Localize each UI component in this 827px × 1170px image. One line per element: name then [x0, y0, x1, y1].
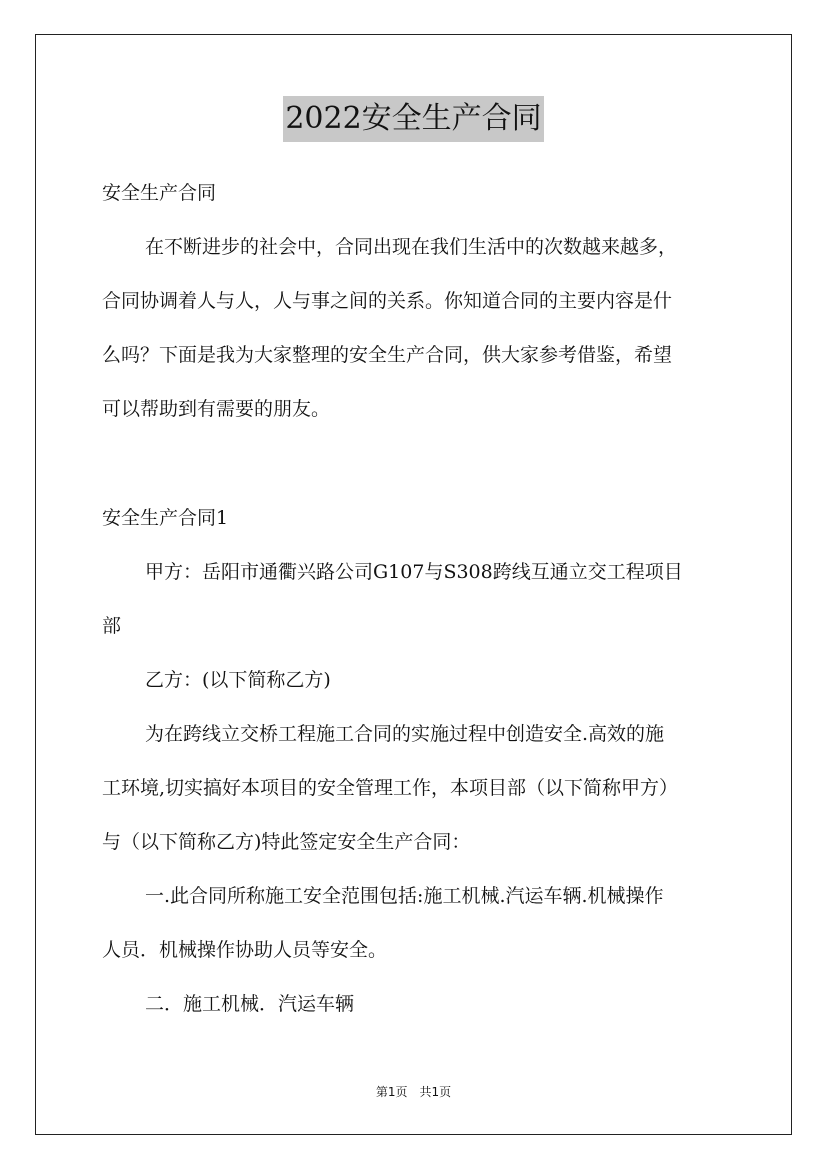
section-heading: 安全生产合同1	[102, 507, 229, 529]
document-title: 2022安全生产合同	[283, 96, 543, 142]
purpose-line: 为在跨线立交桥工程施工合同的实施过程中创造安全.高效的施	[145, 723, 665, 745]
party-b-line: 乙方：(以下简称乙方)	[145, 669, 331, 691]
clause-2-line: 二．施工机械．汽运车辆	[145, 993, 355, 1015]
title-container	[0, 96, 827, 142]
intro-heading: 安全生产合同	[102, 182, 217, 204]
party-a-line: 甲方：岳阳市通衢兴路公司G107与S308跨线互通立交工程项目	[145, 561, 683, 583]
intro-line: 合同协调着人与人，人与事之间的关系。你知道合同的主要内容是什	[102, 290, 673, 312]
clause-1-line: 人员．机械操作协助人员等安全。	[102, 939, 388, 961]
purpose-line: 与（以下简称乙方)特此签定安全生产合同：	[102, 831, 471, 853]
intro-line: 么吗？下面是我为大家整理的安全生产合同，供大家参考借鉴，希望	[102, 344, 673, 366]
party-a-line: 部	[102, 615, 122, 637]
clause-1-line: 一.此合同所称施工安全范围包括:施工机械.汽运车辆.机械操作	[145, 885, 664, 907]
intro-line: 在不断进步的社会中，合同出现在我们生活中的次数越来越多，	[145, 236, 678, 258]
intro-line: 可以帮助到有需要的朋友。	[102, 398, 331, 420]
page-number-footer: 第1页 共1页	[375, 1085, 452, 1099]
purpose-line: 工环境,切实搞好本项目的安全管理工作，本项目部（以下简称甲方）	[102, 777, 679, 799]
